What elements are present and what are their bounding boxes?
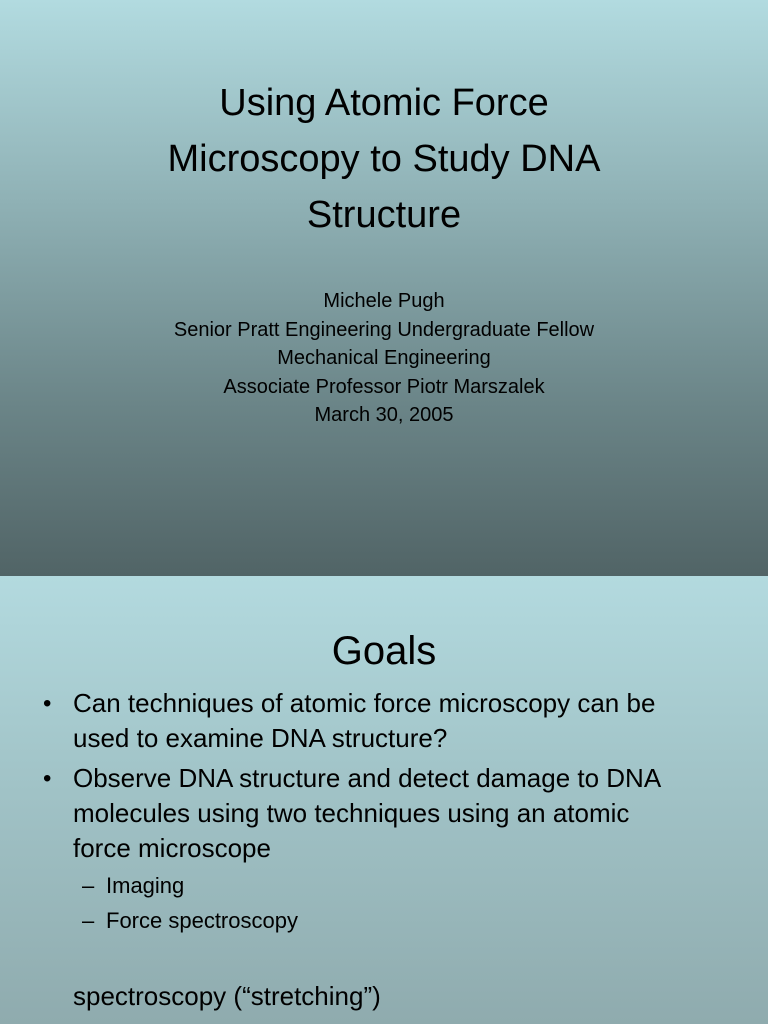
bullet-line: Observe DNA structure and detect damage to DNA <box>73 763 662 793</box>
slide-title: Goals <box>331 629 437 673</box>
slide-title-line: Using Atomic Force <box>219 82 549 124</box>
advisor: Associate Professor Piotr Marszalek <box>223 375 545 398</box>
bullet-line: Can techniques of atomic force microscopy can be <box>73 688 656 718</box>
bullet-line: force microscope <box>73 833 271 863</box>
department: Mechanical Engineering <box>277 347 491 369</box>
slide-subtitle <box>0 287 768 430</box>
bullet-icon: • <box>43 765 52 792</box>
dash-icon: – <box>82 873 95 898</box>
dash-icon: – <box>82 908 95 933</box>
bullet-text <box>73 979 753 1014</box>
presentation-date: March 30, 2005 <box>314 404 454 426</box>
bullet-text <box>73 761 753 866</box>
bullet-line: molecules using two techniques using an atomic <box>73 798 630 828</box>
slide-title-line: Structure <box>306 194 462 236</box>
slide-title-line: Microscopy to Study DNA <box>167 138 601 180</box>
slide-title <box>0 75 768 243</box>
goals-slide <box>0 576 768 1024</box>
presenter-name: Michele Pugh <box>323 290 445 312</box>
sub-bullet-text: Force spectroscopy <box>106 908 298 933</box>
presenter-role: Senior Pratt Engineering Undergraduate Fellow <box>173 318 595 341</box>
bullet-line: used to examine DNA structure? <box>73 723 448 753</box>
bullet-icon: • <box>43 690 52 717</box>
sub-bullet-text: Imaging <box>106 873 185 898</box>
bullet-text <box>73 686 753 756</box>
bullet-line: spectroscopy (“stretching”) <box>73 981 381 1011</box>
